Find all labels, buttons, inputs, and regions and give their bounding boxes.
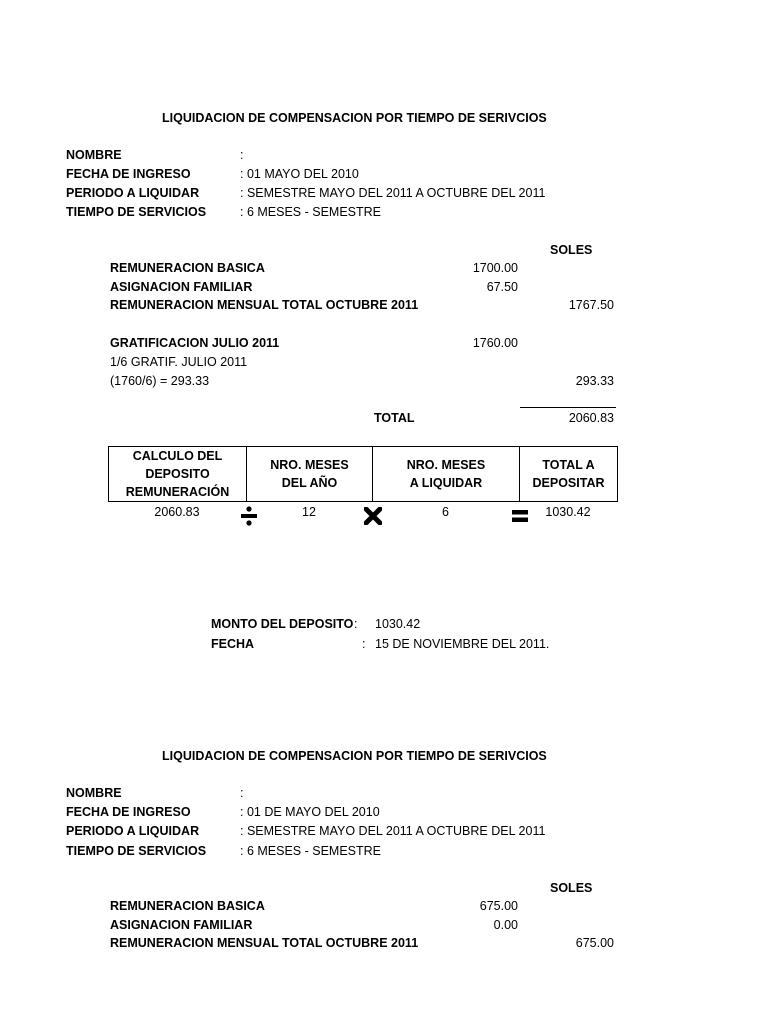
field-value-tiempo: : 6 MESES - SEMESTRE [240, 205, 382, 219]
field-value-periodo-2: : SEMESTRE MAYO DEL 2011 A OCTUBRE DEL 2011 [240, 824, 546, 838]
total-value: 2060.83 [568, 411, 614, 425]
calc-value-meses-liquidar: 6 [442, 505, 449, 519]
multiply-icon [364, 507, 382, 525]
field-label-nombre-2: NOMBRE [66, 786, 122, 800]
calc-header-total-depositar: TOTAL A DEPOSITAR [520, 447, 618, 502]
field-label-tiempo: TIEMPO DE SERVICIOS [66, 205, 207, 219]
row-total-mensual-2: 675.00 [575, 936, 614, 950]
document-title: LIQUIDACION DE COMPENSACION POR TIEMPO DE SERIVCIOS [162, 111, 547, 125]
row-formula-sexto: (1760/6) = 293.33 [110, 374, 210, 388]
row-label-mensual-2: REMUNERACION MENSUAL TOTAL OCTUBRE 2011 [110, 936, 419, 950]
row-label-gratificacion: GRATIFICACION JULIO 2011 [110, 336, 280, 350]
calc-value-deposito: 2060.83 [154, 505, 200, 519]
deposit-fecha-colon: : [362, 637, 366, 651]
field-value-tiempo-2: : 6 MESES - SEMESTRE [240, 844, 382, 858]
row-amount-basica: 1700.00 [472, 261, 518, 275]
field-label-periodo-2: PERIODO A LIQUIDAR [66, 824, 200, 838]
field-label-fecha-ingreso-2: FECHA DE INGRESO [66, 805, 191, 819]
currency-header: SOLES [550, 243, 593, 257]
row-label-mensual: REMUNERACION MENSUAL TOTAL OCTUBRE 2011 [110, 298, 419, 312]
currency-header-2: SOLES [550, 881, 593, 895]
row-label-basica-2: REMUNERACION BASICA [110, 899, 265, 913]
calc-value-total: 1030.42 [545, 505, 591, 519]
deposit-fecha-value: 15 DE NOVIEMBRE DEL 2011. [375, 637, 550, 651]
deposit-fecha-label: FECHA [211, 637, 255, 651]
field-label-periodo: PERIODO A LIQUIDAR [66, 186, 200, 200]
field-label-tiempo-2: TIEMPO DE SERVICIOS [66, 844, 207, 858]
deposit-monto-value: 1030.42 [375, 617, 421, 631]
deposit-monto-colon: : [354, 617, 358, 631]
row-amount-gratificacion: 1760.00 [472, 336, 518, 350]
row-label-basica: REMUNERACION BASICA [110, 261, 265, 275]
document-title-2: LIQUIDACION DE COMPENSACION POR TIEMPO DE SERIVCIOS [162, 749, 547, 763]
calc-table-header-row [109, 447, 618, 502]
divide-icon [240, 505, 258, 527]
row-label-sexto-gratificacion: 1/6 GRATIF. JULIO 2011 [110, 355, 248, 369]
calc-value-meses-anio: 12 [302, 505, 316, 519]
field-label-fecha-ingreso: FECHA DE INGRESO [66, 167, 191, 181]
field-value-fecha-ingreso: : 01 MAYO DEL 2010 [240, 167, 359, 181]
row-label-familiar-2: ASIGNACION FAMILIAR [110, 918, 253, 932]
total-rule [520, 407, 616, 408]
calc-header-meses-anio: NRO. MESES DEL AÑO [247, 447, 373, 502]
row-amount-familiar-2: 0.00 [493, 918, 518, 932]
field-value-nombre-2: : [240, 786, 244, 800]
calc-header-deposito: CALCULO DEL DEPOSITO REMUNERACIÓN [109, 447, 247, 502]
calc-table [108, 446, 618, 502]
field-label-nombre: NOMBRE [66, 148, 122, 162]
total-label: TOTAL [374, 411, 415, 425]
field-value-periodo: : SEMESTRE MAYO DEL 2011 A OCTUBRE DEL 2011 [240, 186, 546, 200]
calc-header-meses-liquidar: NRO. MESES A LIQUIDAR [373, 447, 520, 502]
deposit-monto-label: MONTO DEL DEPOSITO [211, 617, 354, 631]
field-value-nombre: : [240, 148, 244, 162]
row-amount-familiar: 67.50 [486, 280, 518, 294]
equals-icon [511, 508, 529, 524]
row-label-familiar: ASIGNACION FAMILIAR [110, 280, 253, 294]
row-amount-basica-2: 675.00 [479, 899, 518, 913]
field-value-fecha-ingreso-2: : 01 DE MAYO DEL 2010 [240, 805, 380, 819]
row-total-sexto: 293.33 [575, 374, 614, 388]
row-total-mensual: 1767.50 [568, 298, 614, 312]
